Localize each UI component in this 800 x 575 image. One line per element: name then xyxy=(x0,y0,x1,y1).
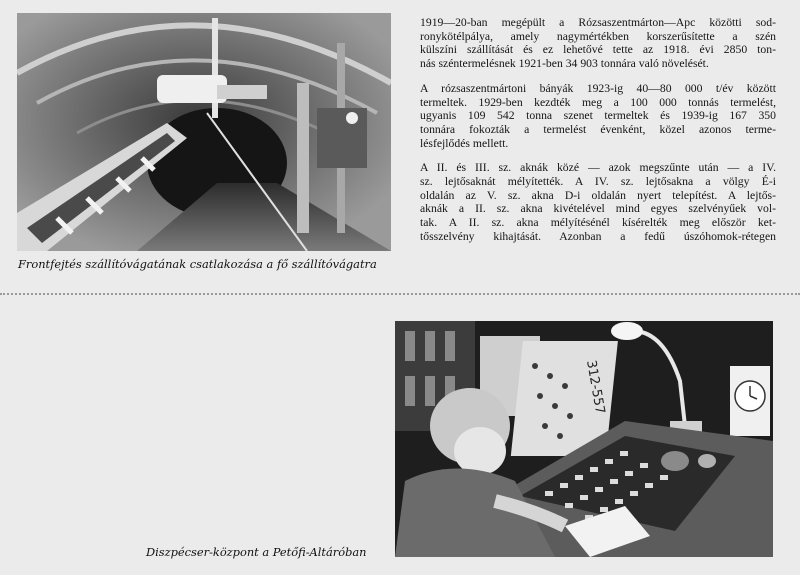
text-line: lésfejlődés mellett. xyxy=(420,136,509,150)
text-line: sz. lejtősaknát mélyítették. A IV. sz. lejtősakna a völgy É-i xyxy=(420,175,776,189)
bottom-photo-caption: Diszpécser-központ a Petőfi-Altáróban xyxy=(146,545,367,559)
mine-tunnel-image xyxy=(17,13,391,251)
article-text xyxy=(420,16,776,255)
dispatcher-center-image xyxy=(395,321,773,557)
text-line: külszíni szállítását és ez lehetővé tette az 1918. évi 2850 ton- xyxy=(420,43,776,57)
text-line: tak. A II. sz. akna mélyítésénél kísérelték meg először ket- xyxy=(420,216,776,230)
text-line: 1919—20-ban megépült a Rózsaszentmárton—Apc közötti sod- xyxy=(420,16,776,29)
text-line: nás széntermelésnek 1921-ben 34 903 tonnára való növelését. xyxy=(420,57,709,71)
mine-tunnel-photo xyxy=(17,13,391,251)
text-line: termeltek. 1929-ben kezdték meg a 100 000 tonnás termelést, xyxy=(420,95,776,109)
text-line: oldalán az V. sz. akna D-i oldalán nyert telepítést. A lejtős- xyxy=(420,188,776,202)
paragraph-3 xyxy=(420,161,776,243)
text-line: aknák a II. sz. akna kivételével mind egyes szelvényűek vol- xyxy=(420,202,776,216)
text-line: A II. és III. sz. aknák közé — azok megszűnte után — a IV. xyxy=(420,161,776,175)
text-line: ronykötélpálya, amely nagymértékben korszerűsítette a szén xyxy=(420,29,776,43)
text-line: tonnára fokozták a termelést évenként, közel azonos terme- xyxy=(420,122,776,136)
page-fold-divider xyxy=(0,293,800,295)
text-line: ugyanis 109 542 tonna szenet termeltek és 1939-ig 167 350 xyxy=(420,109,776,123)
paragraph-1 xyxy=(420,16,776,71)
panel-marking: 312-557 xyxy=(583,359,608,416)
text-line: tősszelvény kihajtását. Azonban a fedű úszóhomok-rétegen xyxy=(420,229,776,243)
paragraph-2 xyxy=(420,82,776,151)
top-photo-caption: Frontfejtés szállítóvágatának csatlakozása a fő szállítóvágatra xyxy=(18,257,377,271)
text-line: A rózsaszentmártoni bányák 1923-ig 40—80 000 t/év között xyxy=(420,81,776,95)
dispatcher-center-photo xyxy=(395,321,773,557)
